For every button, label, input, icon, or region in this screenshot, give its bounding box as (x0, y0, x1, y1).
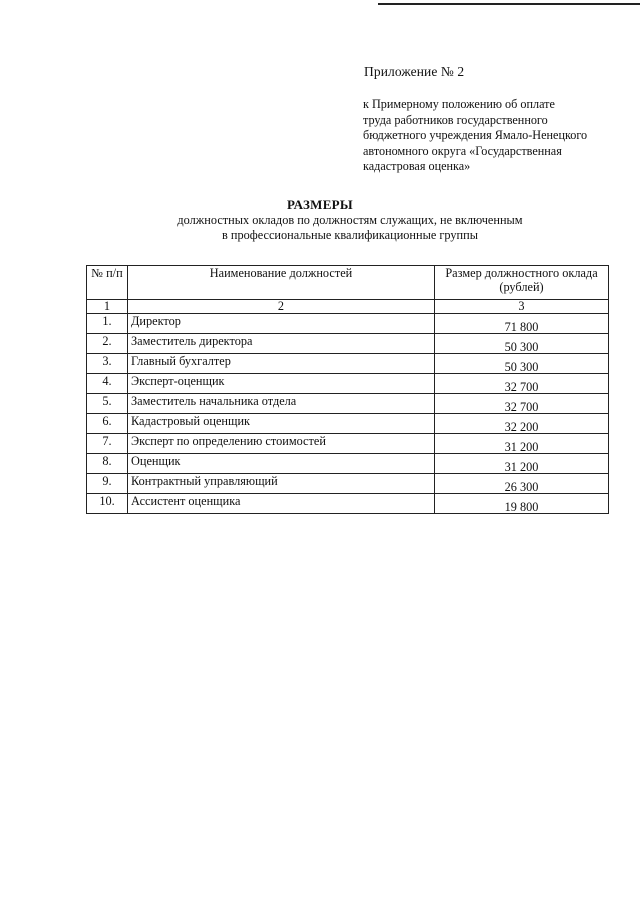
table-row (87, 314, 609, 334)
document-heading: РАЗМЕРЫ (287, 197, 353, 212)
salary-cell: 50 300 (435, 354, 609, 374)
index-cell: 2 (128, 300, 435, 314)
column-index-row (87, 300, 609, 314)
appendix-reference (363, 97, 633, 175)
row-number-cell: 10. (87, 494, 128, 514)
table-header-row (87, 266, 609, 300)
row-number-cell: 2. (87, 334, 128, 354)
salary-cell: 31 200 (435, 454, 609, 474)
table-row (87, 434, 609, 454)
row-number-cell: 4. (87, 374, 128, 394)
salary-cell: 32 200 (435, 414, 609, 434)
position-name-cell: Директор (128, 314, 435, 334)
salary-cell: 31 200 (435, 434, 609, 454)
subheading-line: должностных окладов по должностям служащих, не включенным (177, 213, 523, 227)
appendix-line: автономного округа «Государственная (363, 143, 562, 158)
appendix-line: труда работников государственного (363, 112, 548, 127)
top-rule-line (378, 3, 640, 5)
salary-table (86, 265, 609, 514)
header-position-name: Наименование должностей (128, 266, 435, 300)
appendix-line: к Примерному положению об оплате (363, 97, 555, 111)
row-number-cell: 3. (87, 354, 128, 374)
subheading-line: в профессиональные квалификационные группы (222, 227, 478, 242)
position-name-cell: Заместитель начальника отдела (128, 394, 435, 414)
appendix-title: Приложение № 2 (364, 64, 465, 79)
position-name-cell: Эксперт-оценщик (128, 374, 435, 394)
row-number-cell: 6. (87, 414, 128, 434)
table-row (87, 454, 609, 474)
row-number-cell: 9. (87, 474, 128, 494)
table-row (87, 394, 609, 414)
position-name-cell: Оценщик (128, 454, 435, 474)
salary-cell: 26 300 (435, 474, 609, 494)
table-row (87, 494, 609, 514)
position-name-cell: Заместитель директора (128, 334, 435, 354)
row-number-cell: 7. (87, 434, 128, 454)
table-row (87, 414, 609, 434)
position-name-cell: Главный бухгалтер (128, 354, 435, 374)
table-row (87, 474, 609, 494)
appendix-line: бюджетного учреждения Ямало-Ненецкого (363, 128, 588, 143)
header-number: № п/п (87, 266, 128, 300)
row-number-cell: 1. (87, 314, 128, 334)
salary-cell: 71 800 (435, 314, 609, 334)
salary-cell: 32 700 (435, 394, 609, 414)
position-name-cell: Эксперт по определению стоимостей (128, 434, 435, 454)
salary-cell: 19 800 (435, 494, 609, 514)
appendix-line: кадастровая оценка» (363, 159, 471, 174)
position-name-cell: Ассистент оценщика (128, 494, 435, 514)
row-number-cell: 5. (87, 394, 128, 414)
document-subheading (0, 213, 640, 242)
index-cell: 1 (87, 300, 128, 314)
position-name-cell: Кадастровый оценщик (128, 414, 435, 434)
index-cell: 3 (435, 300, 609, 314)
table-row (87, 354, 609, 374)
header-salary: Размер должностного оклада (рублей) (435, 266, 609, 300)
row-number-cell: 8. (87, 454, 128, 474)
salary-cell: 50 300 (435, 334, 609, 354)
table-row (87, 374, 609, 394)
salary-cell: 32 700 (435, 374, 609, 394)
table-row (87, 334, 609, 354)
position-name-cell: Контрактный управляющий (128, 474, 435, 494)
